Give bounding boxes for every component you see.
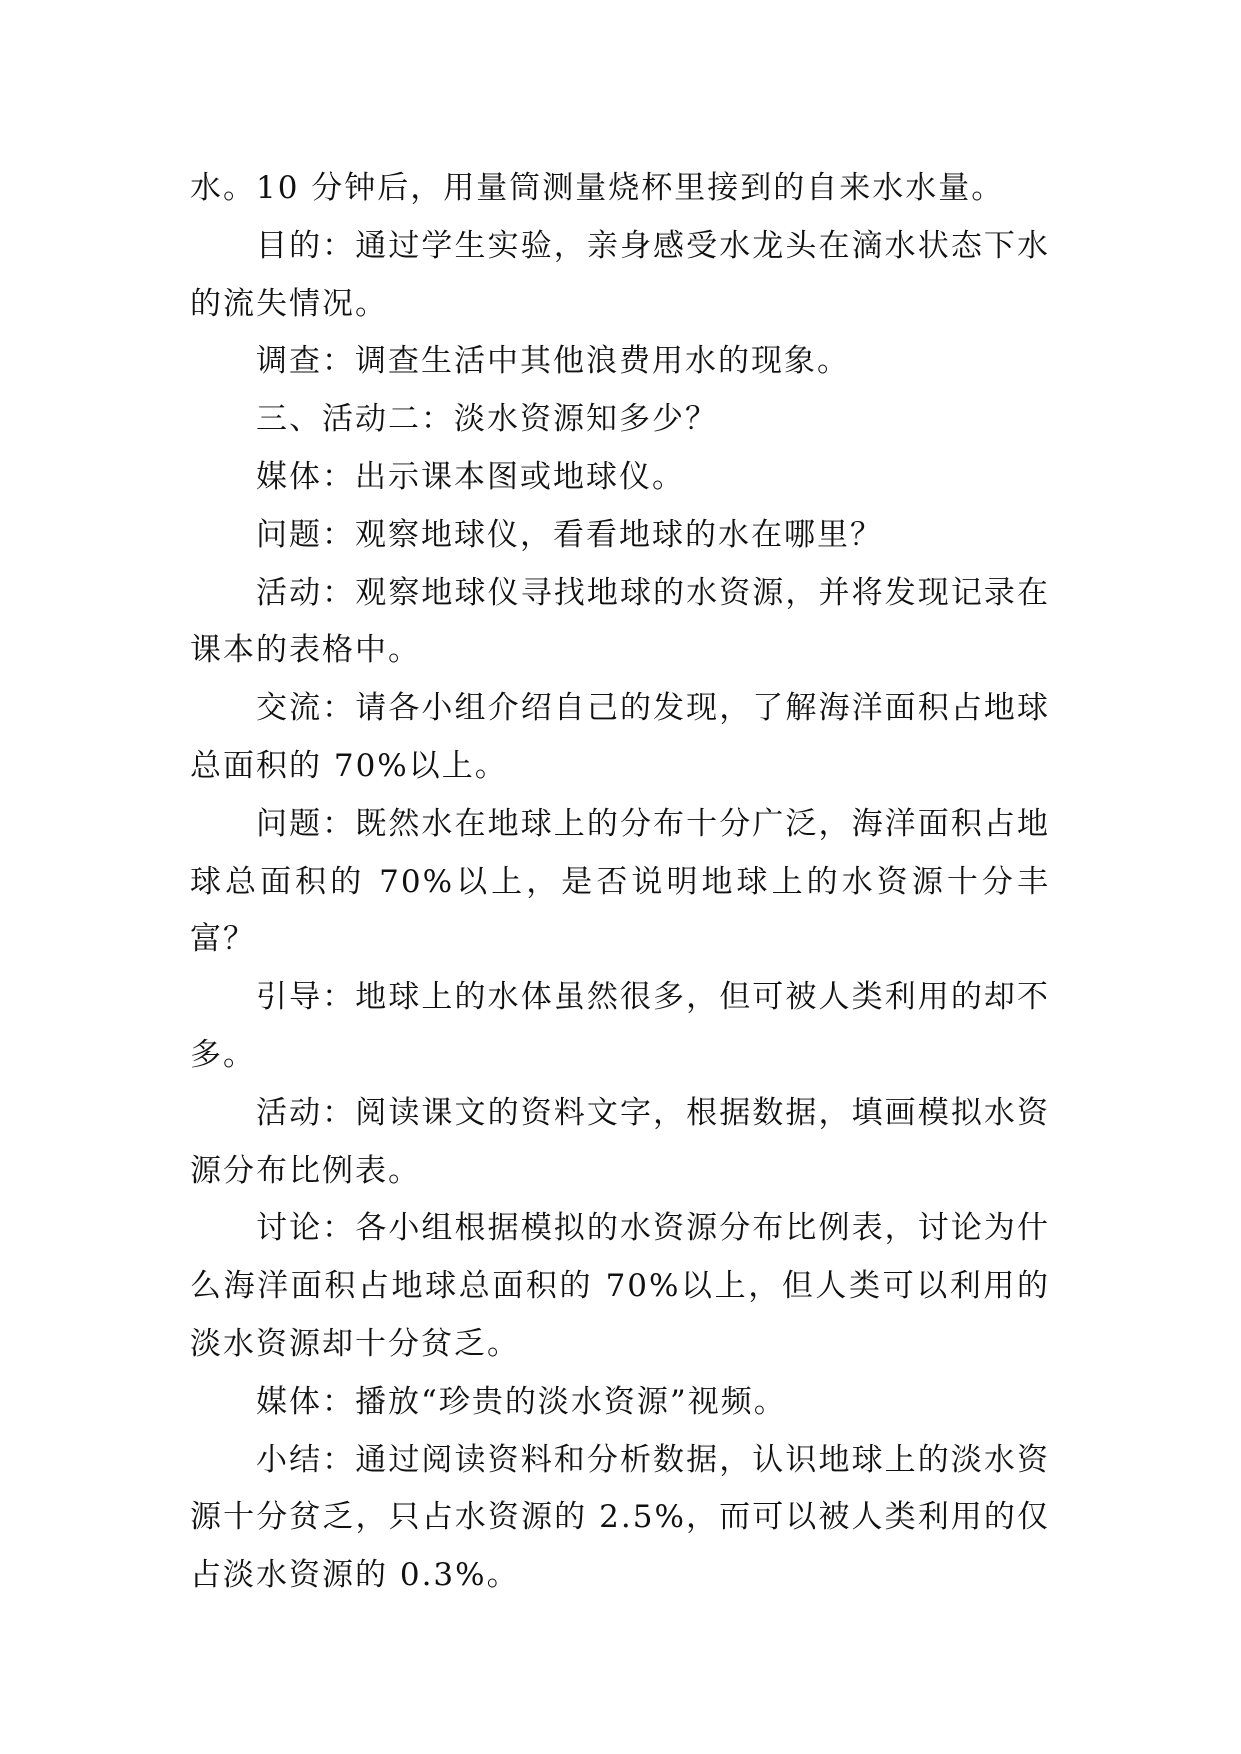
paragraph-7: 活动：观察地球仪寻找地球的水资源，并将发现记录在课本的表格中。 (190, 574, 1050, 669)
document-body (190, 160, 1050, 1605)
paragraph-10: 引导：地球上的水体虽然很多，但可被人类利用的却不多。 (190, 979, 1050, 1073)
paragraph-5: 媒体：出示课本图或地球仪。 (256, 458, 685, 495)
paragraph-14: 小结：通过阅读资料和分析数据，认识地球上的淡水资源十分贫乏，只占水资源的 2.5%，而可以被人类利用的仅占淡水资源的 0.3%。 (190, 1441, 1050, 1594)
paragraph-11: 活动：阅读课文的资料文字，根据数据，填画模拟水资源分布比例表。 (190, 1094, 1050, 1189)
paragraph-12: 讨论：各小组根据模拟的水资源分布比例表，讨论为什么海洋面积占地球总面积的 70%以上，但人类可以利用的淡水资源却十分贫乏。 (190, 1210, 1050, 1362)
paragraph-13: 媒体：播放“珍贵的淡水资源”视频。 (256, 1383, 787, 1420)
paragraph-8: 交流：请各小组介绍自己的发现，了解海洋面积占地球总面积的 70%以上。 (190, 690, 1050, 784)
paragraph-2: 目的：通过学生实验，亲身感受水龙头在滴水状态下水的流失情况。 (190, 227, 1050, 322)
section-heading-activity-2: 三、活动二：淡水资源知多少？ (256, 401, 718, 438)
paragraph-1: 水。10 分钟后，用量筒测量烧杯里接到的自来水水量。 (190, 170, 1005, 206)
paragraph-6: 问题：观察地球仪，看看地球的水在哪里？ (256, 516, 883, 553)
paragraph-3: 调查：调查生活中其他浪费用水的现象。 (256, 343, 850, 380)
paragraph-9: 问题：既然水在地球上的分布十分广泛，海洋面积占地球总面积的 70%以上，是否说明地球上的水资源十分丰富？ (190, 805, 1050, 958)
